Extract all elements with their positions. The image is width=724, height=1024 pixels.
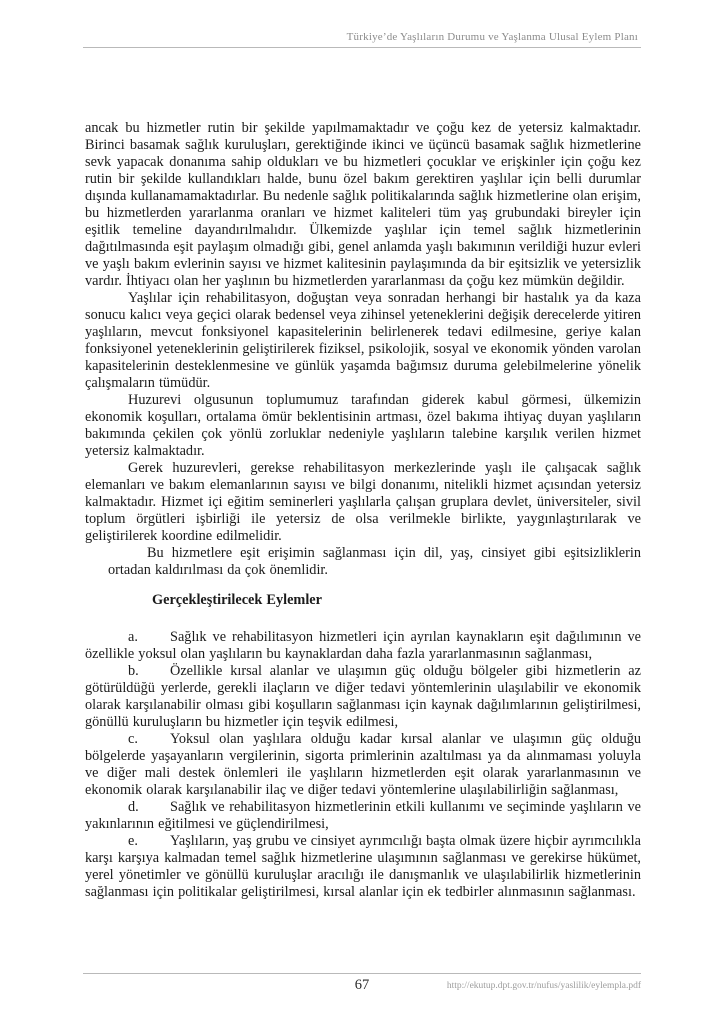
action-item-label: c. xyxy=(128,731,138,747)
action-item xyxy=(85,663,641,731)
action-item xyxy=(85,799,641,833)
running-header-title: Türkiye’de Yaşlıların Durumu ve Yaşlanma Ulusal Eylem Planı xyxy=(346,31,638,43)
body-paragraph: Gerek huzurevleri, gerekse rehabilitasyon merkezlerinde yaşlı ile çalışacak sağlık elemanları ve bakım elemanlarının sayısı ve bilgi donanımı, nitelikli hizmet açısından yetersiz kalmaktadır. Hizmet içi eğitim seminerleri yaşlılarla çalışan gruplara devlet, üniversiteler, sivil toplum örgütleri işbirliği ile yetersiz de olsa verilmekle birlikte, yaygınlaştırılarak ve geliştirilerek koordine edilmelidir. xyxy=(85,460,641,544)
action-item-label: e. xyxy=(128,833,138,849)
action-item-text: Yoksul olan yaşlılara olduğu kadar kırsal alanlar ve ulaşımın güç olduğu bölgelerde yaşayanların vergilerinin, sigorta primlerinin azaltılması ya da alınmaması yoluyla ve diğer mali destek önlemleri ile yaşlıların hizmetlerden eşit olarak yararlanmasının ve ekonomik olarak karşılanabilir ilaç ve diğer tedavi yöntemlerine ulaşılabilirliğin sağlanması, xyxy=(85,731,641,798)
page-number: 67 xyxy=(354,977,370,993)
action-item-text: Özellikle kırsal alanlar ve ulaşımın güç olduğu bölgeler gibi hizmetlerin az götürüldüğü yerlerde, gerekli ilaçların ve diğer tedavi yöntemlerinin ulaşılabilir ve ekonomik olarak karşılanabilir olması gibi koşulların sağlanması için kaynak dağılımlarının geliştirilmesi, gönüllü kuruluşların bu hizmetler için teşvik edilmesi, xyxy=(85,663,641,730)
body-paragraph: ancak bu hizmetler rutin bir şekilde yapılmamaktadır ve çoğu kez de yetersiz kalmaktadır. Birinci basamak sağlık kuruluşları, gerektiğinde ikinci ve üçüncü basamak sağlık hizmetlerine sevk yapacak donanıma sahip oldukları ve bu hizmetleri çocuklar ve erişkinler için çoğu kez rutin bir şekilde kullandıkları halde, bunu özel bakım gerektiren yaşlılar için belli durumlar dışında kullanamamaktadırlar. Bu nedenle sağlık politikalarında sağlık hizmetlerine olan erişim, bu hizmetlerden yararlanma oranları ve hizmet kaliteleri tüm yaş grubundaki bireyler için eşitlik temeline dayandırılmalıdır. Ülkemizde yaşlılar için temel sağlık hizmetlerinin dağıtılmasında eşit paylaşım olmadığı gibi, genel anlamda yaşlı bakımının verildiği huzur evleri ve yaşlı bakım evlerinin sayısı ve hizmet kalitesinin paylaşımında da bir eşitsizlik ve yetersizlik vardır. İhtiyacı olan her yaşlının bu hizmetlerden yararlanması da çoğu kez mümkün değildir. xyxy=(85,120,641,289)
body-paragraph: Bu hizmetlere eşit erişimin sağlanması için dil, yaş, cinsiyet gibi eşitsizliklerin ortadan kaldırılması da çok önemlidir. xyxy=(108,545,641,578)
action-item-text: Sağlık ve rehabilitasyon hizmetlerinin etkili kullanımı ve seçiminde yaşlıların ve yakınlarının eğitilmesi ve güçlendirilmesi, xyxy=(85,799,641,832)
action-item-text: Sağlık ve rehabilitasyon hizmetleri için ayrılan kaynakların eşit dağılımının ve özellikle yoksul olan yaşlıların bu kaynaklardan daha fazla yararlanmasının sağlanması, xyxy=(85,629,641,662)
section-heading: Gerçekleştirilecek Eylemler xyxy=(152,592,322,608)
action-item xyxy=(85,731,641,799)
action-item-label: d. xyxy=(128,799,139,815)
action-item xyxy=(85,833,641,901)
page-body xyxy=(85,120,641,901)
action-item-text: Yaşlıların, yaş grubu ve cinsiyet ayrımcılığı başta olmak üzere hiçbir ayrımcılıkla karşı karşıya kalmadan temel sağlık hizmetlerine ulaşımının sağlanması ve gerekirse hükümet, yerel yönetimler ve gönüllü kuruluşlar aracılığı ile danışmanlık ve ulaşılabilirlik hizmetlerinin sağlanması için politikalar geliştirilmesi, kırsal alanlar için ek tedbirler alınmasının sağlanması. xyxy=(85,833,641,900)
body-paragraph: Huzurevi olgusunun toplumumuz tarafından giderek kabul görmesi, ülkemizin ekonomik koşulları, ortalama ömür beklentisinin artması, özel bakıma ihtiyaç duyan yaşlıların bakımında çekilen çok yönlü zorluklar nedeniyle yaşlıların talebine karşılık verilen hizmet yetersiz kalmaktadır. xyxy=(85,392,641,459)
body-paragraph: Yaşlılar için rehabilitasyon, doğuştan veya sonradan herhangi bir hastalık ya da kaza sonucu kalıcı veya geçici olarak bedensel veya zihinsel yeteneklerini değişik derecelerde yitiren yaşlıların, mevcut fonksiyonel kapasitelerinin belirlenerek tedavi edilmesine, geriye kalan fonksiyonel yeteneklerinin geliştirilerek fiziksel, psikolojik, sosyal ve ekonomik yönden varolan kapasitelerinin desteklenmesine ve günlük yaşamda bağımsız duruma gelebilmelerine yönelik çalışmaların tümüdür. xyxy=(85,290,641,391)
footer-divider-rule xyxy=(83,973,641,974)
action-item xyxy=(85,629,641,663)
header-divider-rule xyxy=(83,47,641,48)
action-item-label: b. xyxy=(128,663,139,679)
footer-source-url: http://ekutup.dpt.gov.tr/nufus/yaslilik/eylempla.pdf xyxy=(446,981,641,991)
action-item-label: a. xyxy=(128,629,138,645)
